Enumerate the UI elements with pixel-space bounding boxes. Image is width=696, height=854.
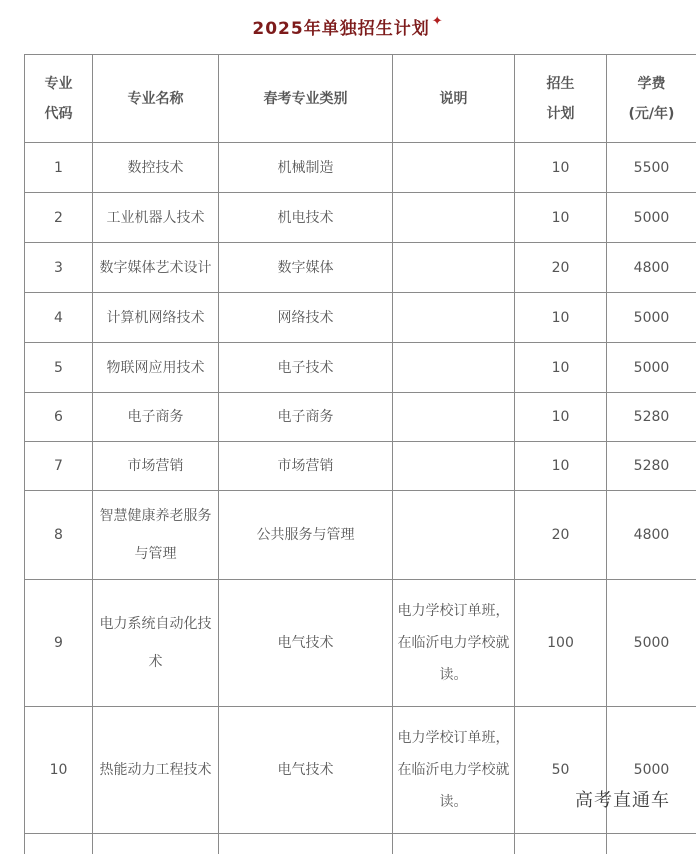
cell-fee: 5280 bbox=[607, 442, 696, 491]
cell-name: 计算机网络技术 bbox=[93, 293, 219, 343]
cell-category: 公共服务与管理 bbox=[219, 491, 393, 580]
cell-name: 市场营销 bbox=[93, 442, 219, 491]
cell-plan: 10 bbox=[515, 393, 607, 442]
cell-category: 市场营销 bbox=[219, 442, 393, 491]
cell-note: 电力学校订单班， 在临沂电力学校就 读。 bbox=[393, 580, 515, 707]
table-row bbox=[25, 193, 696, 243]
header-plan: 招生 计划 bbox=[515, 55, 607, 143]
watermark: 高考直通车 bbox=[575, 786, 670, 812]
cell-category: 电子技术 bbox=[219, 343, 393, 393]
table-row-partial bbox=[25, 834, 696, 854]
cell-name: 数控技术 bbox=[93, 143, 219, 193]
cell-fee: 4800 bbox=[607, 243, 696, 293]
cell-category: 电子商务 bbox=[219, 393, 393, 442]
cell-name: 电子商务 bbox=[93, 393, 219, 442]
cell-code: 3 bbox=[25, 243, 93, 293]
cell-plan: 20 bbox=[515, 491, 607, 580]
cell-note bbox=[393, 491, 515, 580]
table-row bbox=[25, 707, 696, 834]
cell-note bbox=[393, 343, 515, 393]
cell-code: 4 bbox=[25, 293, 93, 343]
cell-note: 电力学校订单班， 在临沂电力学校就 读。 bbox=[393, 707, 515, 834]
cell-name: 智慧健康养老服务 与管理 bbox=[93, 491, 219, 580]
table-row bbox=[25, 343, 696, 393]
table-row bbox=[25, 442, 696, 491]
cell-category: 机电技术 bbox=[219, 193, 393, 243]
cell-plan: 10 bbox=[515, 293, 607, 343]
cell-plan: 10 bbox=[515, 193, 607, 243]
cell-note bbox=[393, 293, 515, 343]
cell-category: 电气技术 bbox=[219, 707, 393, 834]
cell-fee: 5500 bbox=[607, 143, 696, 193]
cell-code: 9 bbox=[25, 580, 93, 707]
header-fee: 学费 (元/年) bbox=[607, 55, 696, 143]
cell-note bbox=[393, 143, 515, 193]
cell-code: 5 bbox=[25, 343, 93, 393]
cell-code: 10 bbox=[25, 707, 93, 834]
header-code: 专业 代码 bbox=[25, 55, 93, 143]
cell-empty bbox=[607, 834, 696, 854]
cell-note bbox=[393, 442, 515, 491]
table-header-row bbox=[25, 55, 696, 143]
cell-category: 数字媒体 bbox=[219, 243, 393, 293]
cell-category: 网络技术 bbox=[219, 293, 393, 343]
page-title-text: 2025年单独招生计划 bbox=[252, 19, 429, 39]
sparkle-icon: ✦ bbox=[432, 14, 444, 29]
table-row bbox=[25, 491, 696, 580]
cell-code: 8 bbox=[25, 491, 93, 580]
cell-name: 数字媒体艺术设计 bbox=[93, 243, 219, 293]
cell-empty bbox=[25, 834, 93, 854]
cell-fee: 5000 bbox=[607, 193, 696, 243]
cell-code: 2 bbox=[25, 193, 93, 243]
cell-plan: 10 bbox=[515, 343, 607, 393]
cell-name: 热能动力工程技术 bbox=[93, 707, 219, 834]
cell-fee: 5280 bbox=[607, 393, 696, 442]
cell-note bbox=[393, 393, 515, 442]
page-title bbox=[0, 14, 696, 39]
cell-plan: 50 bbox=[515, 707, 607, 834]
cell-note bbox=[393, 193, 515, 243]
cell-empty bbox=[93, 834, 219, 854]
table-row bbox=[25, 393, 696, 442]
cell-plan: 20 bbox=[515, 243, 607, 293]
cell-code: 6 bbox=[25, 393, 93, 442]
header-category: 春考专业类别 bbox=[219, 55, 393, 143]
cell-name: 电力系统自动化技 术 bbox=[93, 580, 219, 707]
cell-plan: 10 bbox=[515, 143, 607, 193]
cell-empty bbox=[515, 834, 607, 854]
header-note: 说明 bbox=[393, 55, 515, 143]
enrollment-plan-table bbox=[24, 54, 696, 854]
table-row bbox=[25, 143, 696, 193]
cell-fee: 5000 bbox=[607, 707, 696, 834]
cell-empty bbox=[393, 834, 515, 854]
cell-fee: 5000 bbox=[607, 293, 696, 343]
cell-category: 机械制造 bbox=[219, 143, 393, 193]
table-row bbox=[25, 243, 696, 293]
header-name: 专业名称 bbox=[93, 55, 219, 143]
cell-name: 物联网应用技术 bbox=[93, 343, 219, 393]
cell-note bbox=[393, 243, 515, 293]
cell-code: 1 bbox=[25, 143, 93, 193]
cell-fee: 4800 bbox=[607, 491, 696, 580]
cell-code: 7 bbox=[25, 442, 93, 491]
cell-fee: 5000 bbox=[607, 580, 696, 707]
cell-fee: 5000 bbox=[607, 343, 696, 393]
cell-name: 工业机器人技术 bbox=[93, 193, 219, 243]
cell-category: 电气技术 bbox=[219, 580, 393, 707]
cell-plan: 10 bbox=[515, 442, 607, 491]
table-row bbox=[25, 293, 696, 343]
cell-empty bbox=[219, 834, 393, 854]
table-row bbox=[25, 580, 696, 707]
cell-plan: 100 bbox=[515, 580, 607, 707]
